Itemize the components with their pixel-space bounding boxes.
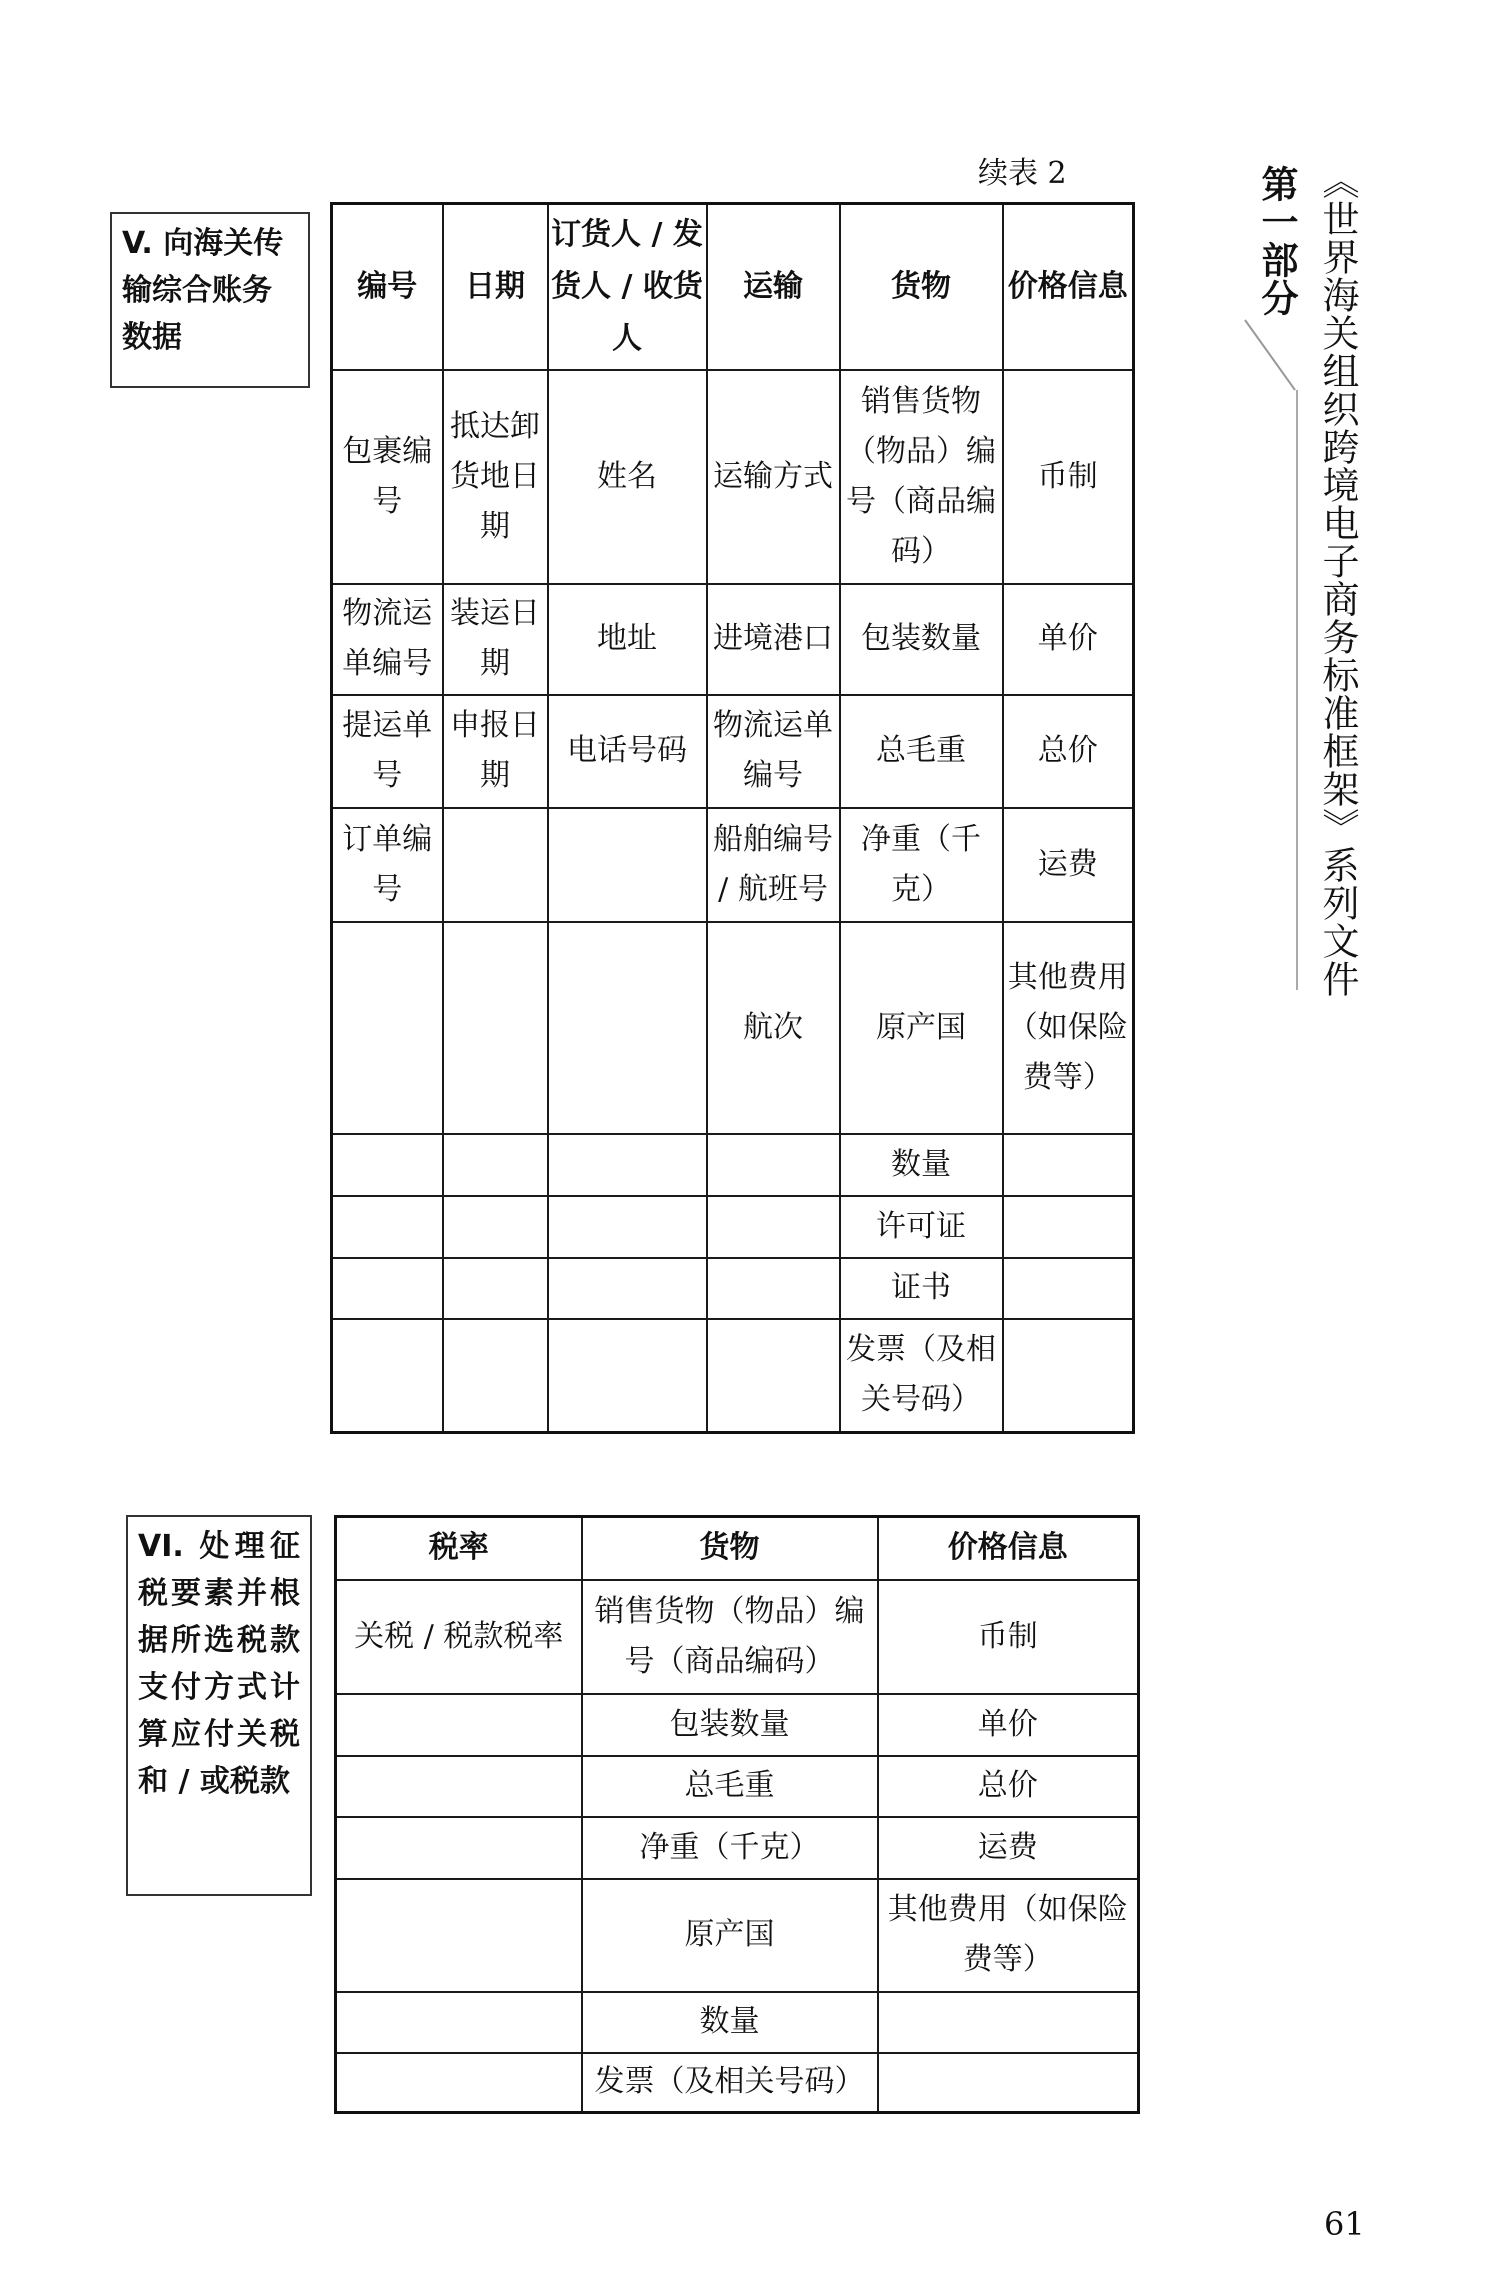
header-cell: 日期: [443, 204, 548, 370]
section6-label-text: VI. 处理征税要素并根据所选税款支付方式计算应付关税和 / 或税款: [138, 1529, 300, 1799]
side-title-divider: [1240, 300, 1310, 1000]
table-cell: [707, 1134, 840, 1196]
header-cell: 订货人 / 发货人 / 收货人: [548, 204, 707, 370]
table-cell: [548, 1258, 707, 1319]
table-cell: [443, 808, 548, 922]
table-cell: [443, 1196, 548, 1258]
table-row: [332, 695, 1134, 808]
header-cell: 编号: [332, 204, 443, 370]
table-cell: 发票（及相关号码）: [582, 2053, 878, 2113]
table-row: [336, 1694, 1139, 1756]
header-cell: 税率: [336, 1517, 582, 1580]
table-cell: [332, 1258, 443, 1319]
table-cell: 运费: [878, 1817, 1139, 1879]
table-cell: 总价: [1003, 695, 1134, 808]
table-cell: 原产国: [840, 922, 1003, 1134]
table-cell: [336, 1694, 582, 1756]
table-cell: 证书: [840, 1258, 1003, 1319]
table-cell: 包装数量: [840, 584, 1003, 695]
table-row: [332, 584, 1134, 695]
table-cell: 进境港口: [707, 584, 840, 695]
table-row: [336, 1992, 1139, 2053]
table-cell: 净重（千克）: [582, 1817, 878, 1879]
table-cell: [548, 1134, 707, 1196]
table-cell: 运输方式: [707, 370, 840, 584]
table-cell: [548, 922, 707, 1134]
table-row: [332, 370, 1134, 584]
table-cell: [443, 1134, 548, 1196]
table-cell: 总毛重: [582, 1756, 878, 1817]
table-cell: [336, 1817, 582, 1879]
side-title-series: 《世界海关组织跨境电子商务标准框架》系列文件: [1316, 162, 1359, 998]
header-cell: 价格信息: [878, 1517, 1139, 1580]
table-cell: [332, 1319, 443, 1433]
section5-label-text: V. 向海关传输综合账务数据: [122, 226, 284, 355]
table-cell: 物流运单编号: [332, 584, 443, 695]
table-row: [336, 1580, 1139, 1694]
table-cell: 币制: [1003, 370, 1134, 584]
table-cell: 运费: [1003, 808, 1134, 922]
table-cell: 数量: [582, 1992, 878, 2053]
header-cell: 货物: [840, 204, 1003, 370]
table-cell: [332, 1134, 443, 1196]
table-cell: 包裹编号: [332, 370, 443, 584]
table-row: [336, 1879, 1139, 1992]
table-cell: [1003, 1196, 1134, 1258]
table-cell: [336, 1879, 582, 1992]
table-cell: 航次: [707, 922, 840, 1134]
table-cell: [332, 1196, 443, 1258]
section5-label: [110, 212, 310, 388]
table-cell: [548, 1196, 707, 1258]
table-cell: 包装数量: [582, 1694, 878, 1756]
table-cell: 币制: [878, 1580, 1139, 1694]
table-cell: 电话号码: [548, 695, 707, 808]
page-number: 61: [1324, 2205, 1365, 2243]
table-cell: 物流运单编号: [707, 695, 840, 808]
table-cell: [1003, 1319, 1134, 1433]
table-cell: [548, 808, 707, 922]
table-cell: [443, 1258, 548, 1319]
table-cell: [336, 1992, 582, 2053]
table-cell: 提运单号: [332, 695, 443, 808]
table-cell: [707, 1258, 840, 1319]
table-cell: 其他费用（如保险费等）: [878, 1879, 1139, 1992]
table-cell: 关税 / 税款税率: [336, 1580, 582, 1694]
continued-label: 续表 2: [978, 156, 1067, 191]
table-cell: 净重（千克）: [840, 808, 1003, 922]
table-cell: 数量: [840, 1134, 1003, 1196]
table-cell: 单价: [1003, 584, 1134, 695]
table-cell: 单价: [878, 1694, 1139, 1756]
table-cell: 销售货物（物品）编号（商品编码）: [582, 1580, 878, 1694]
table-cell: 装运日期: [443, 584, 548, 695]
table-cell: 船舶编号 / 航班号: [707, 808, 840, 922]
header-cell: 货物: [582, 1517, 878, 1580]
table-header-row: [336, 1517, 1139, 1580]
header-cell: 运输: [707, 204, 840, 370]
table-cell: 原产国: [582, 1879, 878, 1992]
table-cell: 其他费用（如保险费等）: [1003, 922, 1134, 1134]
table-cell: 订单编号: [332, 808, 443, 922]
table-cell: [336, 2053, 582, 2113]
side-title-part: 第一部分: [1255, 165, 1299, 317]
table-cell: 地址: [548, 584, 707, 695]
table-cell: [332, 922, 443, 1134]
table-row: [332, 1319, 1134, 1433]
table-cell: 抵达卸货地日期: [443, 370, 548, 584]
table-cell: 许可证: [840, 1196, 1003, 1258]
table-cell: [1003, 1258, 1134, 1319]
table-row: [336, 1756, 1139, 1817]
table-cell: [878, 1992, 1139, 2053]
table-cell: 发票（及相关号码）: [840, 1319, 1003, 1433]
table-row: [332, 1258, 1134, 1319]
table-cell: 总毛重: [840, 695, 1003, 808]
table-cell: 总价: [878, 1756, 1139, 1817]
table-row: [332, 1134, 1134, 1196]
table-cell: 销售货物（物品）编号（商品编码）: [840, 370, 1003, 584]
table-cell: [548, 1319, 707, 1433]
table-row: [336, 1817, 1139, 1879]
table-row: [332, 922, 1134, 1134]
section5-table: [330, 202, 1135, 1434]
table-row: [336, 2053, 1139, 2113]
table-cell: [1003, 1134, 1134, 1196]
table-cell: 姓名: [548, 370, 707, 584]
table-cell: 申报日期: [443, 695, 548, 808]
table-row: [332, 1196, 1134, 1258]
table-cell: [707, 1319, 840, 1433]
header-cell: 价格信息: [1003, 204, 1134, 370]
section6-table: [334, 1515, 1140, 2114]
table-cell: [878, 2053, 1139, 2113]
section6-label: [126, 1515, 312, 1896]
table-cell: [443, 922, 548, 1134]
table-cell: [443, 1319, 548, 1433]
table-row: [332, 808, 1134, 922]
table-cell: [707, 1196, 840, 1258]
table-cell: [336, 1756, 582, 1817]
table-header-row: [332, 204, 1134, 370]
